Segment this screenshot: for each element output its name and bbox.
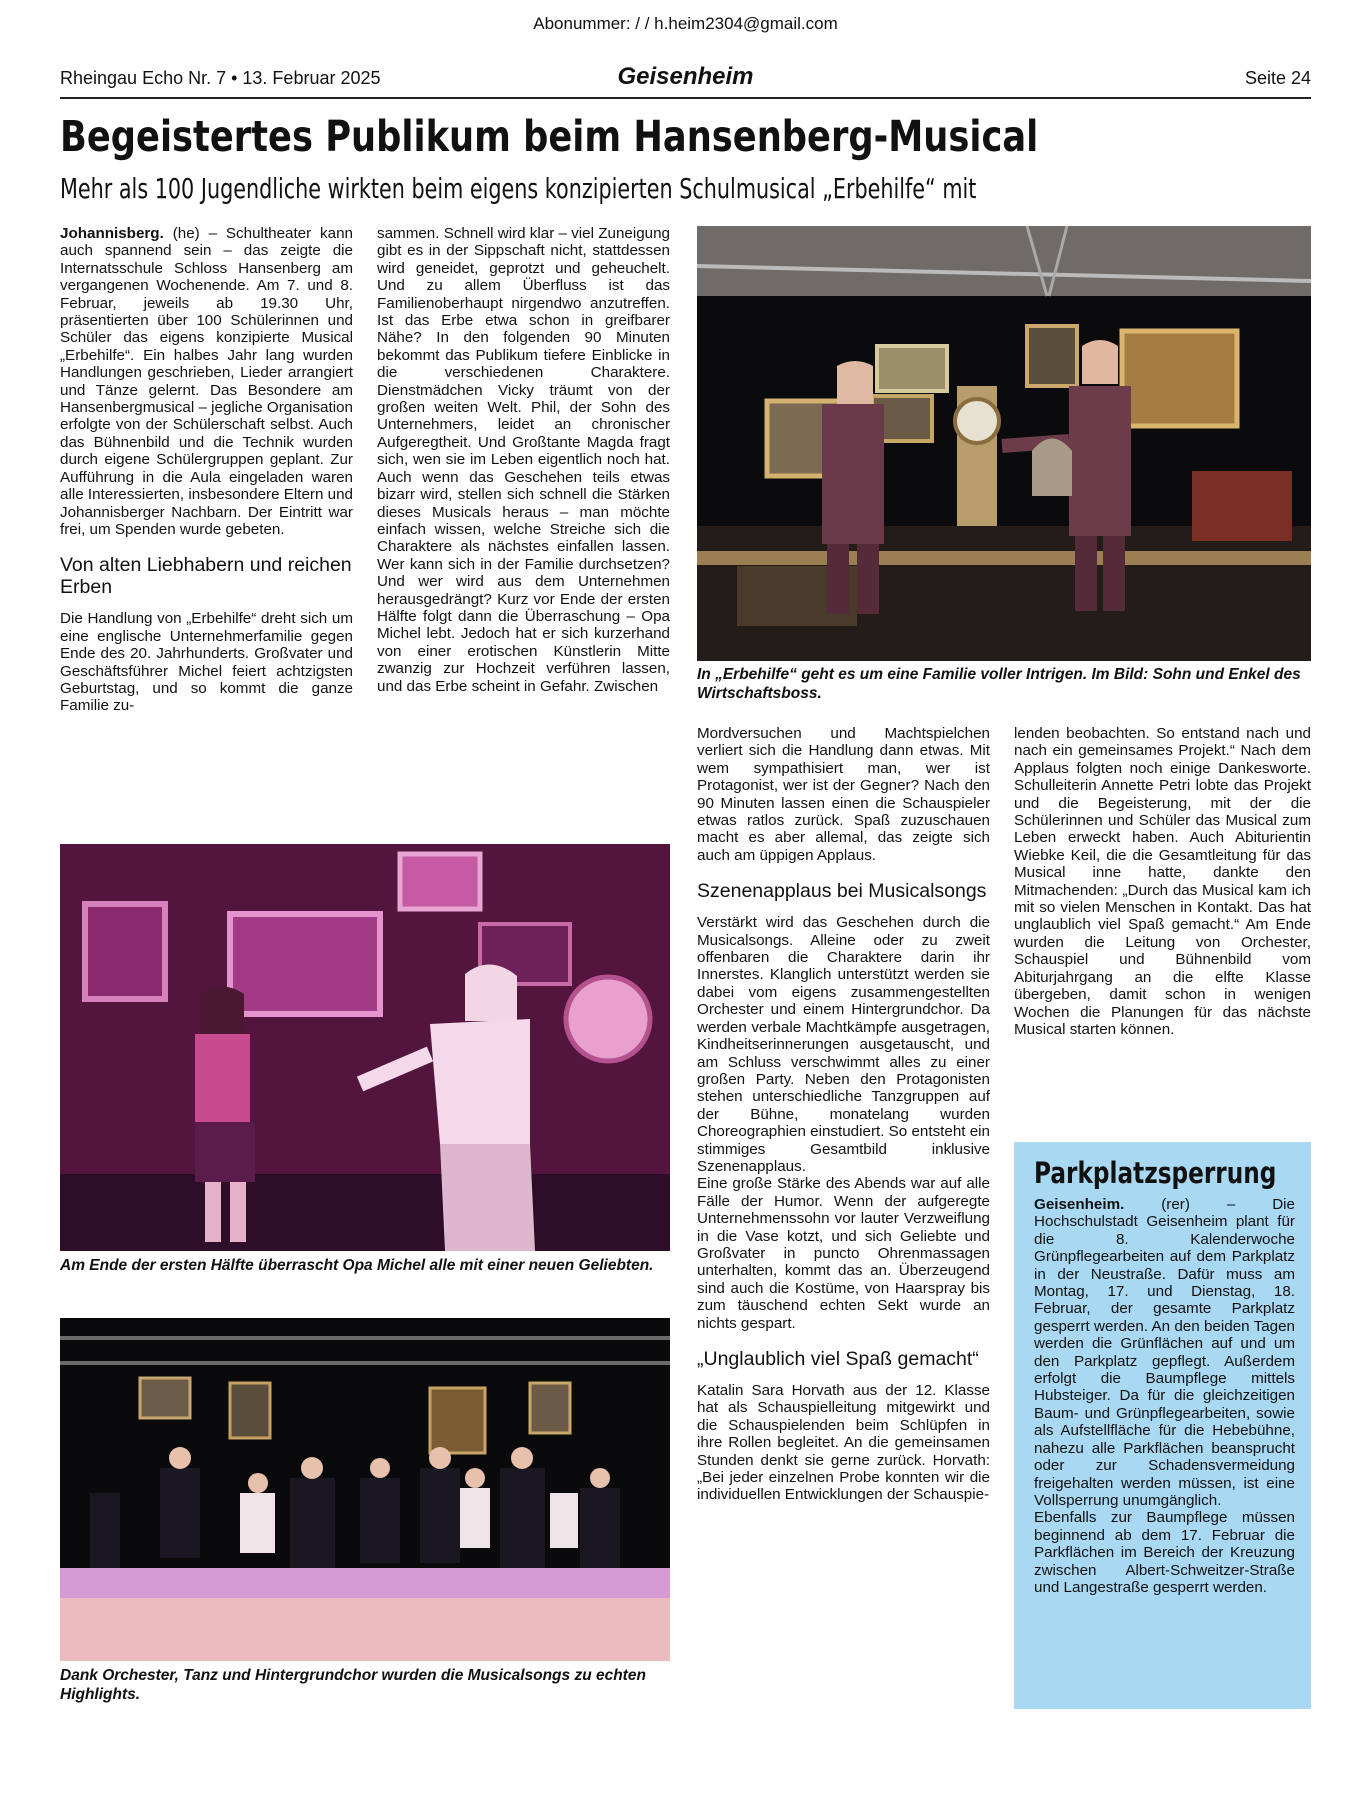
header-left: Rheingau Echo Nr. 7 • 13. Februar 2025	[60, 68, 381, 88]
paragraph	[60, 225, 353, 538]
photo-sohn-enkel	[697, 226, 1311, 661]
paragraph	[1034, 1196, 1295, 1509]
header-section: Geisenheim	[617, 63, 754, 90]
article-column-3	[697, 725, 990, 1504]
subscriber-line: Abonummer: / / h.heim2304@gmail.com	[533, 14, 838, 33]
sidebar-box-parkplatzsperrung	[1014, 1142, 1311, 1709]
paragraph: Mordversuchen und Machtspielchen verliert sich die Handlung dann etwas. Mit wem sympathisiert man, wer ist Protagonist, wer ist der Gegner? Nach den 90 Minuten lassen einen die Schauspieler etwas ratlos zurück. Spaß zuzuschauen macht es aber allemal, das zeigte sich auch am üppigen Applaus.	[697, 725, 990, 864]
caption-photo-2: Am Ende der ersten Hälfte überrascht Opa Michel alle mit einer neuen Geliebten.	[60, 1257, 654, 1274]
paragraph-text: (he) – Schultheater kann auch spannend sein – das zeigte die Internatsschule Schloss Hansenberg am vergangenen Wochenende. Am 7. und 8. Februar, jeweils ab 19.30 Uhr, präsentierten über 100 Schülerinnen und Schüler das eigens konzipierte Musical „Erbehilfe“. Ein halbes Jahr lang wurden Handlungen geschrieben, Lieder arrangiert und Tänze gelernt. Das Besondere am Hansenbergmusical – jegliche Organisation erfolgte von der Schülerschaft selbst. Auch das Bühnenbild und die Technik wurden durch eigene Schülergruppen geplant. Zur Aufführung in die Aula eingeladen waren alle Interessierten, insbesondere Eltern und Johannisberger Nachbarn. Der Eintritt war frei, um Spenden wurde gebeten.	[60, 225, 353, 538]
sidebar-lead-place: Geisenheim.	[1034, 1196, 1125, 1213]
paragraph: Katalin Sara Horvath aus der 12. Klasse hat als Schauspielleitung mitgewirkt und die Schauspielenden beim Schlüpfen in ihre Rollen begleitet. An die gemeinsamen Stunden denkt sie gerne zurück. Horvath: „Bei jeder einzelnen Probe konnten wir die individuellen Entwicklungen der Schauspie-	[697, 1382, 990, 1504]
lead-place: Johannisberg.	[60, 225, 164, 242]
subheadline: Mehr als 100 Jugendliche wirkten beim eigens konzipierten Schulmusical „Erbehilfe“ mit	[60, 172, 977, 205]
subhead-szenenapplaus: Szenenapplaus bei Musicalsongs	[697, 880, 987, 903]
paragraph: Die Handlung von „Erbehilfe“ dreht sich um eine englische Unternehmerfamilie gegen Ende des 20. Jahrhunderts. Großvater und Geschäftsführer Michel feiert achtzigsten Geburtstag, und so kommt die ganze Familie zu-	[60, 610, 353, 715]
sidebar-title: Parkplatzsperrung	[1034, 1156, 1277, 1190]
photo-opa-michel	[60, 844, 670, 1251]
paragraph: lenden beobachten. So entstand nach und nach ein gemeinsames Projekt.“ Nach dem Applaus folgten noch einige Dankesworte. Schulleiterin Annette Petri lobte das Projekt und die Begeisterung, mit der die Schülerinnen und Schüler das Musical zum Leben erweckt haben. Auch Abiturientin Wiebke Keil, die die Gesamtleitung für das Musical inne hatte, dankte den Mitmachenden: „Durch das Musical kam ich mit so vielen Menschen in Kontakt. Das hat unglaublich viel Spaß gemacht.“ Am Ende wurden die Leitung von Orchester, Schauspiel und Bühnenbild vom Abiturjahrgang an die elfte Klasse übergeben, damit schon in wenigen Wochen die Planungen für das nächste Musical starten können.	[1014, 725, 1311, 1038]
paragraph-text: (rer) – Die Hochschulstadt Geisenheim plant für die 8. Kalenderwoche Grünpflegearbeiten auf dem Parkplatz in der Neustraße. Dafür muss am Montag, 17. und Dienstag, 18. Februar, der gesamte Parkplatz gesperrt werden. An den beiden Tagen werden die Grünflächen auf und um den Parkplatz gepflegt. Außerdem erfolgt die Baumpflege mittels Hubsteiger. Da für die gleichzeitigen Baum- und Grünpflegearbeiten, sowie als Aufstellfläche für die Hebebühne, nahezu alle Parkflächen beansprucht oder zur Schadensvermeidung freigehalten werden müssen, ist eine Vollsperrung unumgänglich.	[1034, 1196, 1295, 1509]
header-right: Seite 24	[1244, 68, 1311, 88]
subhead-unglaublich: „Unglaublich viel Spaß gemacht“	[697, 1348, 979, 1370]
paragraph: Ebenfalls zur Baumpflege müssen beginnend ab dem 17. Februar die Parkflächen im Bereich der Kreuzung zwischen Albert-Schweitzer-Straße und Langestraße gesperrt werden.	[1034, 1509, 1295, 1596]
caption-photo-3: Dank Orchester, Tanz und Hintergrundchor wurden die Musicalsongs zu echten Highlights.	[60, 1667, 646, 1703]
paragraph: Eine große Stärke des Abends war auf alle Fälle der Humor. Wenn der aufgeregte Unternehmenssohn vor lauter Verzweiflung in die Vase kotzt, und sich Geliebte und Großvater in puncto Ohrenmassagen unterhalten, kommt das an. Überzeugend sind auch die Kostüme, von Haarspray bis zum täuschend echten Sekt wurde an nichts gespart.	[697, 1175, 990, 1332]
photo-tanz-highlights	[60, 1318, 670, 1661]
article-column-1	[60, 225, 353, 715]
headline: Begeistertes Publikum beim Hansenberg-Musical	[60, 112, 1039, 162]
caption-photo-1: In „Erbehilfe“ geht es um eine Familie voller Intrigen. Im Bild: Sohn und Enkel des Wirtschaftsboss.	[697, 666, 1301, 702]
sidebar-text	[1034, 1196, 1295, 1596]
article-column-4	[1014, 725, 1311, 1038]
header-rule	[60, 97, 1311, 99]
paragraph: Verstärkt wird das Geschehen durch die Musicalsongs. Alleine oder zu zweit offenbaren die Charaktere darin ihr Innerstes. Klanglich unterstützt werden sie dabei vom eigens zusammengestellten Orchester und einem Hintergrundchor. Da werden verbale Machtkämpfe ausgetragen, Kindheitserinnerungen ausgetauscht, und am Schluss verschwimmt alles zu einer großen Party. Neben den Protagonisten stehen unterschiedliche Tanzgruppen auf der Bühne, monatelang wurden Choreographien einstudiert. So entsteht ein stimmiges Gesamtbild inklusive Szenenapplaus.	[697, 914, 990, 1175]
subhead-liebhabern: Von alten Liebhabern und reichen Erben	[60, 554, 352, 599]
article-column-2	[377, 225, 670, 695]
paragraph: sammen. Schnell wird klar – viel Zuneigung gibt es in der Sippschaft nicht, stattdessen wird geneidet, geprotzt und geheuchelt. Und zu allem Überfluss ist das Familienoberhaupt nirgendwo anzutreffen. Ist das Erbe etwa schon in greifbarer Nähe? In den folgenden 90 Minuten bekommt das Publikum tiefere Einblicke in die verschiedenen Charaktere. Dienstmädchen Vicky träumt von der großen weiten Welt. Phil, der Sohn des Unternehmers, leidet an chronischer Aufgeregtheit. Und Großtante Magda fragt sich, wen sie im Leben eigentlich noch hat. Auch wenn das Geschehen teils etwas bizarr wird, stellen sich schnell die Stärken dieses Musicals heraus – man möchte einfach wissen, welche Streiche sich die Charaktere als nächstes einfallen lassen. Wer kann sich in der Familie durchsetzen? Und wer wird aus dem Unternehmen herausgedrängt? Kurz vor Ende der ersten Hälfte folgt dann die Überraschung – Opa Michel lebt. Jedoch hat er sich kurzerhand von einer erotischen Künstlerin Mitte zwanzig zur Hochzeit verführen lassen, und das Erbe scheint in Gefahr. Zwischen	[377, 225, 670, 695]
